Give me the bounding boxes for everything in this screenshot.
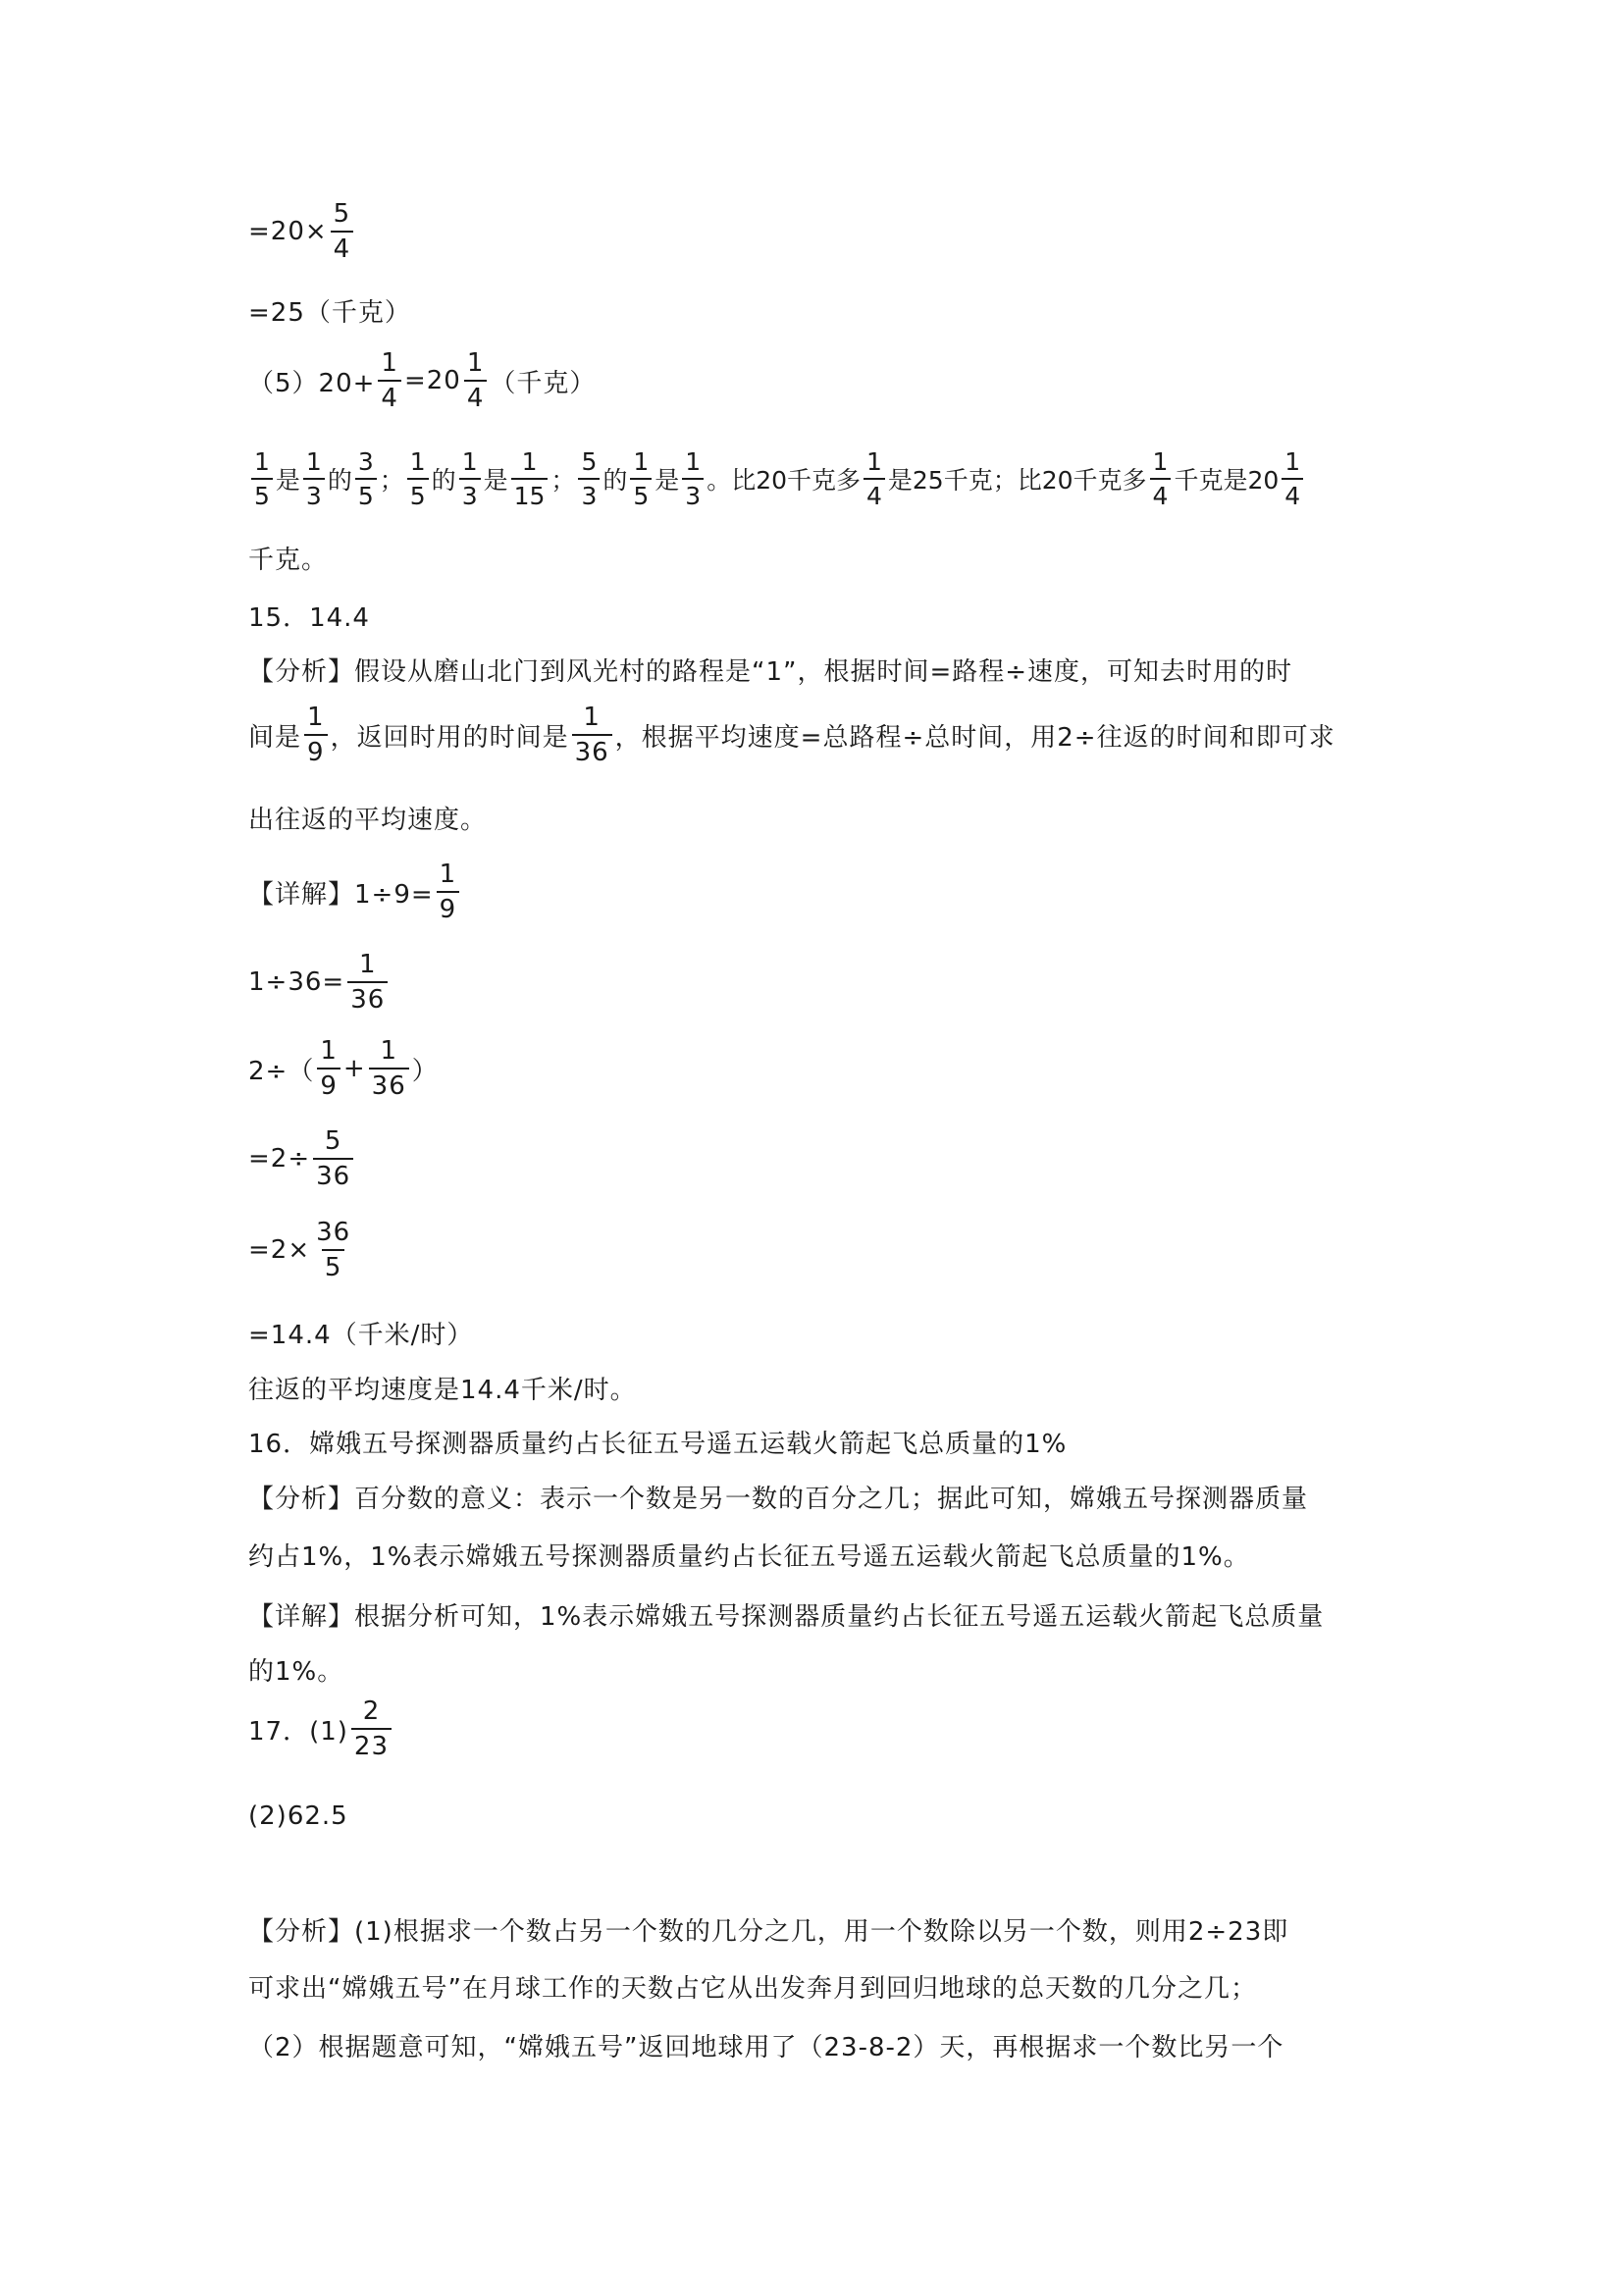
fraction: $\frac{1}{5}$: [251, 449, 273, 508]
q16-detail-2: 的1%。: [248, 1657, 344, 1687]
fraction: $\frac{3}{5}$: [355, 449, 377, 508]
fraction: $\frac{1}{9}$: [304, 704, 328, 765]
calc4-line-2: =25（千克）: [248, 298, 411, 328]
fraction: $\frac{1}{5}$: [407, 449, 429, 508]
fraction: $\frac{2}{23}$: [351, 1698, 392, 1759]
fraction: $\frac{1}{9}$: [437, 861, 460, 922]
q15-detail-1: 【详解】1÷9= $\frac{1}{9}$: [248, 861, 462, 922]
fraction: $\frac{1}{36}$: [347, 952, 388, 1013]
fraction: $\frac{5}{4}$: [331, 201, 354, 262]
q16-analysis-2: 约占1%，1%表示嫦娥五号探测器质量约占长征五号遥五运载火箭起飞总质量的1%。: [248, 1542, 1250, 1572]
fraction: $\frac{1}{15}$: [511, 449, 549, 508]
fraction: $\frac{1}{4}$: [864, 449, 885, 508]
q15-conclusion: 往返的平均速度是14.4千米/时。: [248, 1376, 637, 1405]
fraction: $\frac{5}{36}$: [313, 1128, 353, 1189]
fraction: $\frac{5}{3}$: [578, 449, 600, 508]
fraction: $\frac{36}{5}$: [316, 1218, 351, 1282]
fraction: $\frac{1}{3}$: [682, 449, 704, 508]
q17-answer-1: 17．(1) $\frac{2}{23}$: [248, 1698, 394, 1759]
q15-detail-4: =2÷ $\frac{5}{36}$: [248, 1128, 356, 1189]
q17-analysis-3: （2）根据题意可知，“嫦娥五号”返回地球用了（23-8-2）天，再根据求一个数比另一个: [248, 2033, 1284, 2062]
calc5-line: （5）20+ $\frac{1}{4}$ =20 $\frac{1}{4}$ （千克）: [248, 348, 597, 413]
fraction: $\frac{1}{36}$: [369, 1038, 409, 1099]
fraction: $\frac{1}{3}$: [459, 449, 481, 508]
fraction: $\frac{1}{3}$: [303, 449, 325, 508]
q15-answer: 15．14.4: [248, 603, 370, 633]
fraction: $\frac{1}{4}$: [464, 350, 488, 411]
q15-detail-2: 1÷36= $\frac{1}{36}$: [248, 952, 391, 1013]
q16-detail-1: 【详解】根据分析可知，1%表示嫦娥五号探测器质量约占长征五号遥五运载火箭起飞总质量: [248, 1602, 1325, 1632]
q16-analysis-1: 【分析】百分数的意义：表示一个数是另一数的百分之几；据此可知，嫦娥五号探测器质量: [248, 1485, 1309, 1514]
fraction: $\frac{1}{5}$: [630, 449, 652, 508]
q15-detail-6: =14.4（千米/时）: [248, 1321, 474, 1350]
fraction: $\frac{1}{4}$: [1282, 449, 1303, 508]
q17-answer-2: (2)62.5: [248, 1801, 348, 1831]
fraction: $\frac{1}{4}$: [1150, 449, 1172, 508]
q15-analysis-2: 间是 $\frac{1}{9}$ ，返回时用的时间是 $\frac{1}{36}$ ，根据平均速度=总路程÷总时间，用2÷往返的时间和即可求: [248, 703, 1335, 767]
fraction: $\frac{1}{4}$: [378, 350, 401, 411]
q16-answer: 16．嫦娥五号探测器质量约占长征五号遥五运载火箭起飞总质量的1%: [248, 1430, 1068, 1459]
q15-detail-5: =2× $\frac{36}{5}$: [248, 1220, 356, 1280]
q17-analysis-1: 【分析】(1)根据求一个数占另一个数的几分之几，用一个数除以另一个数，则用2÷23即: [248, 1917, 1289, 1947]
summary-line: $\frac{1}{5}$ 是 $\frac{1}{3}$ 的 $\frac{3}{5}$ ； $\frac{1}{5}$ 的 $\frac{1}{3}$ 是 $\frac{1}{15}$ ； $\frac{5}{3}$ 的 $\frac{1}{5}$ 是 $\frac{1}{3}$ 。比20千克多 $\frac{1}{4}$ 是25千克；比20千克多 $\frac{1}{4}$ 千克是20 $\frac{1}{4}$: [248, 449, 1306, 508]
fraction: $\frac{1}{9}$: [317, 1038, 340, 1099]
calc4-line-1: =20× $\frac{5}{4}$: [248, 201, 356, 262]
q15-analysis-1: 【分析】假设从磨山北门到风光村的路程是“1”，根据时间=路程÷速度，可知去时用的时: [248, 657, 1293, 687]
q15-analysis-3: 出往返的平均速度。: [248, 806, 488, 835]
q17-analysis-2: 可求出“嫦娥五号”在月球工作的天数占它从出发奔月到回归地球的总天数的几分之几；: [248, 1974, 1257, 2004]
fraction: $\frac{1}{36}$: [572, 704, 612, 765]
q15-detail-3: 2÷（ $\frac{1}{9}$ + $\frac{1}{36}$ ）: [248, 1036, 439, 1101]
summary-wrap: 千克。: [248, 546, 329, 575]
